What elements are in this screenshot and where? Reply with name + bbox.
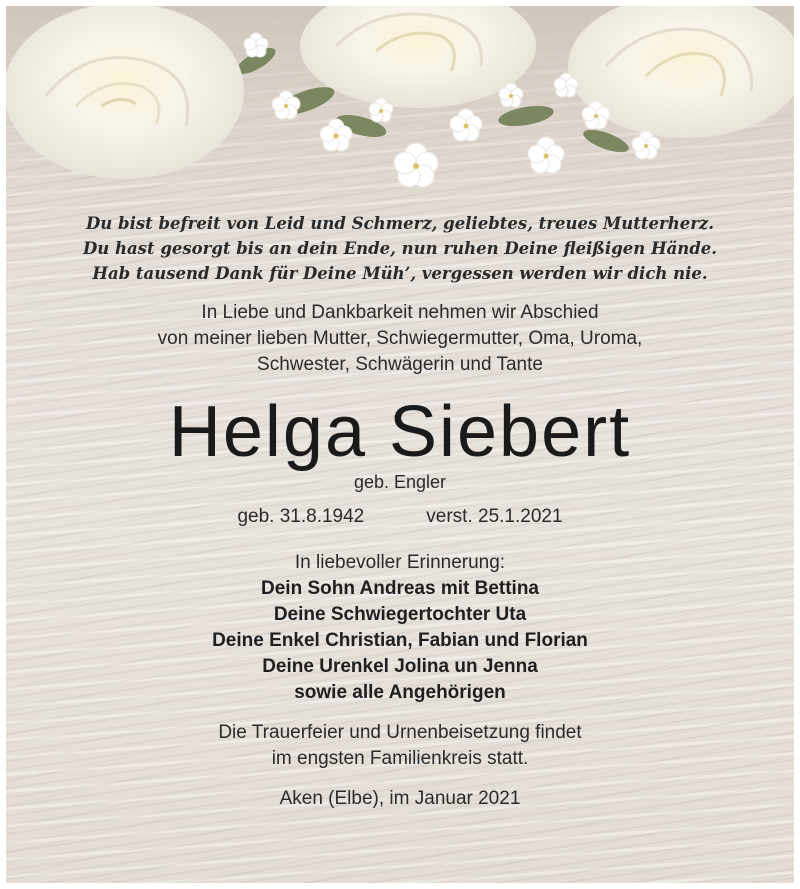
ceremony-line: im engsten Familienkreis statt.	[271, 748, 529, 769]
verse-line: Du bist befreit von Leid und Schmerz, geliebtes, treues Mutterherz.	[85, 214, 715, 233]
white-roses-image	[6, 6, 794, 206]
death-date: verst. 25.1.2021	[426, 506, 563, 527]
farewell-intro	[6, 300, 794, 378]
mourners-list	[6, 576, 794, 706]
verse-line: Hab tausend Dank für Deine Müh’, vergessen werden wir dich nie.	[92, 264, 708, 283]
rose-left	[6, 6, 244, 179]
memory-heading: In liebevoller Erinnerung:	[294, 552, 506, 573]
mourner-line: Dein Sohn Andreas mit Bettina	[261, 578, 539, 599]
deceased-name: Helga Siebert	[168, 392, 632, 472]
intro-line: Schwester, Schwägerin und Tante	[257, 354, 543, 375]
mourner-line: Deine Urenkel Jolina un Jenna	[262, 656, 538, 677]
birth-date: geb. 31.8.1942	[237, 506, 365, 527]
life-dates	[6, 504, 794, 530]
memorial-verse	[6, 211, 794, 286]
mourner-line: sowie alle Angehörigen	[294, 682, 506, 703]
verse-line: Du hast gesorgt bis an dein Ende, nun ruhen Deine fleißigen Hände.	[82, 239, 718, 258]
maiden-name: geb. Engler	[353, 472, 447, 492]
mourner-line: Deine Enkel Christian, Fabian und Florian	[212, 630, 588, 651]
place-and-date: Aken (Elbe), im Januar 2021	[279, 788, 521, 809]
ceremony-line: Die Trauerfeier und Urnenbeisetzung findet	[218, 722, 582, 743]
intro-line: In Liebe und Dankbarkeit nehmen wir Abschied	[201, 302, 599, 323]
mourner-line: Deine Schwiegertochter Uta	[273, 604, 527, 625]
ceremony-info	[6, 720, 794, 772]
intro-line: von meiner lieben Mutter, Schwiegermutter, Oma, Uroma,	[157, 328, 643, 349]
obituary-notice	[6, 6, 794, 883]
notice-text	[6, 211, 794, 812]
